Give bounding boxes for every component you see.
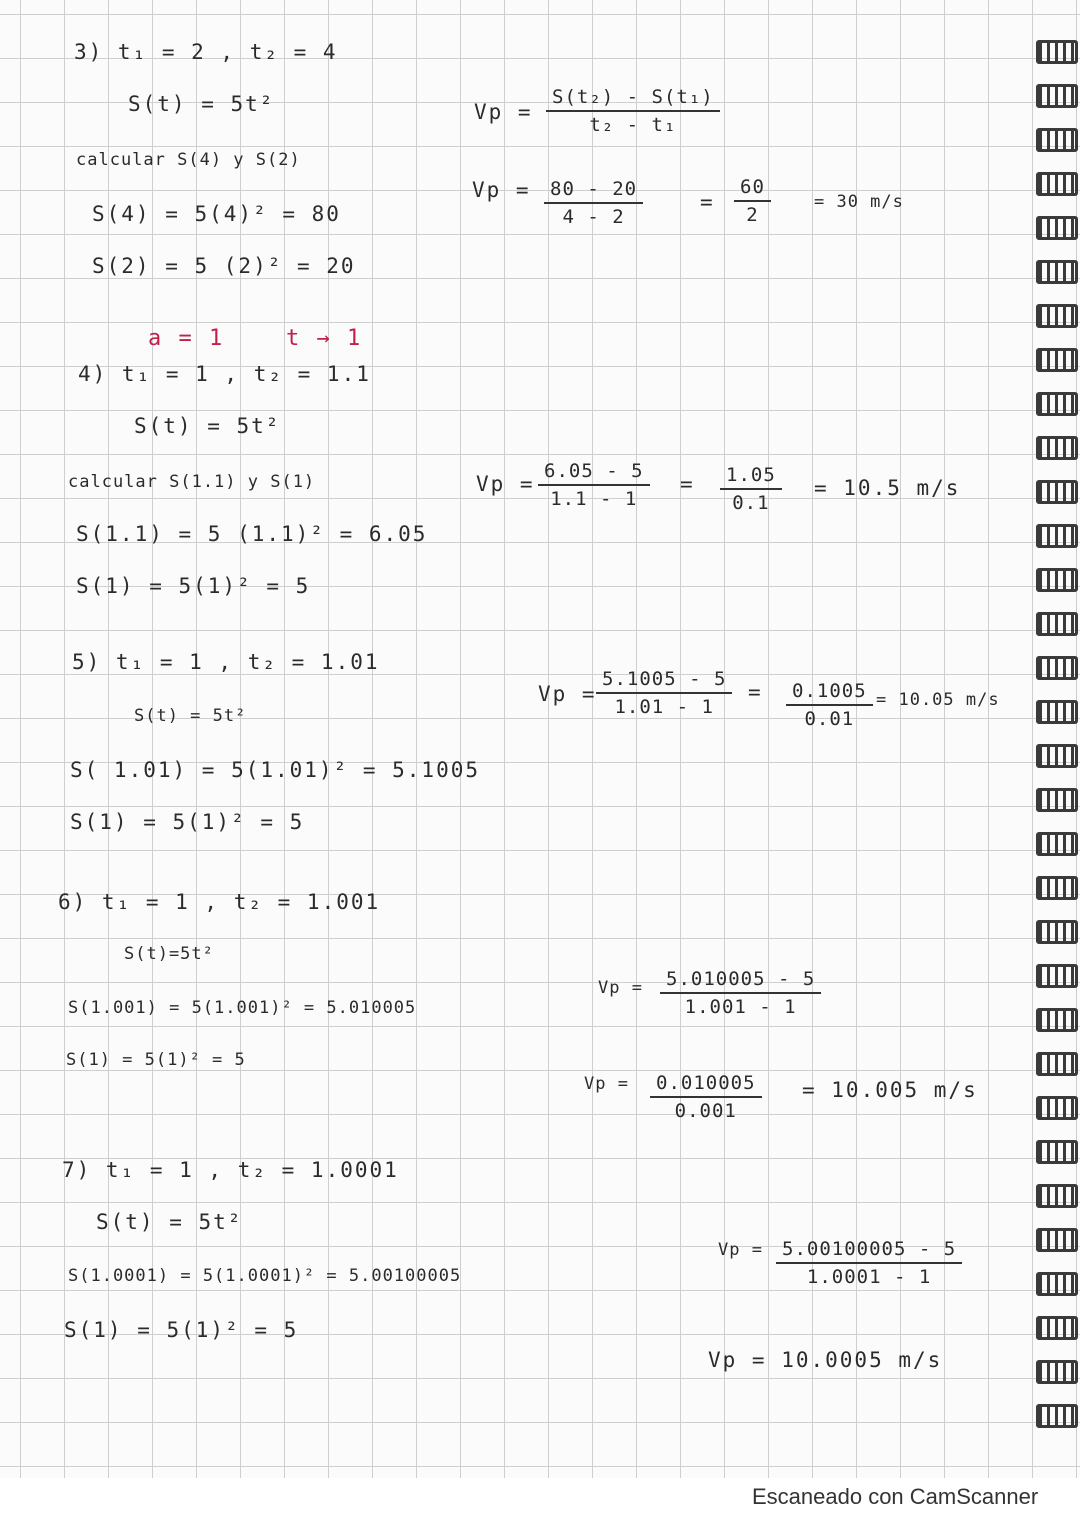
binding-ring xyxy=(1036,172,1078,196)
problem-7-vp-result: Vp = 10.0005 m/s xyxy=(708,1348,943,1372)
problem-6-vp2-label: Vp = xyxy=(584,1074,629,1094)
binding-ring xyxy=(1036,524,1078,548)
problem-4-vp-label: Vp = xyxy=(476,472,535,496)
binding-ring xyxy=(1036,1316,1078,1340)
fraction-denominator: 1.1 - 1 xyxy=(550,488,638,510)
binding-ring xyxy=(1036,348,1078,372)
fraction-numerator: 60 xyxy=(734,176,771,202)
problem-7-header: 7) t₁ = 1 , t₂ = 1.0001 xyxy=(62,1158,399,1182)
problem-5-vp-fraction xyxy=(596,668,732,718)
problem-3-vp2-label: Vp = xyxy=(472,178,531,202)
binding-ring xyxy=(1036,128,1078,152)
problem-7-vp-label: Vp = xyxy=(718,1240,763,1260)
binding-ring xyxy=(1036,1052,1078,1076)
fraction-denominator: 0.1 xyxy=(732,492,770,514)
problem-3-s4: S(4) = 5(4)² = 80 xyxy=(92,202,341,226)
problem-4-header: 4) t₁ = 1 , t₂ = 1.1 xyxy=(78,362,371,386)
problem-7-vp-fraction xyxy=(776,1238,962,1288)
fraction-denominator: t₂ - t₁ xyxy=(589,114,677,136)
problem-3-header: 3) t₁ = 2 , t₂ = 4 xyxy=(74,40,338,64)
problem-5-s101: S( 1.01) = 5(1.01)² = 5.1005 xyxy=(70,758,481,782)
binding-ring xyxy=(1036,84,1078,108)
binding-ring xyxy=(1036,568,1078,592)
problem-4-s11: S(1.1) = 5 (1.1)² = 6.05 xyxy=(76,522,428,546)
binding-ring xyxy=(1036,788,1078,812)
problem-4-result: = 10.5 m/s xyxy=(814,476,961,500)
fraction-denominator: 1.0001 - 1 xyxy=(806,1266,932,1288)
fraction-denominator: 0.01 xyxy=(804,708,855,730)
fraction-denominator: 2 xyxy=(746,204,759,226)
problem-4-s1: S(1) = 5(1)² = 5 xyxy=(76,574,311,598)
binding-ring xyxy=(1036,1360,1078,1384)
fraction-numerator: 6.05 - 5 xyxy=(538,460,650,486)
fraction-numerator: 0.010005 xyxy=(650,1072,762,1098)
problem-5-function: S(t) = 5t² xyxy=(134,706,247,726)
problem-3-vp-formula xyxy=(546,86,720,136)
binding-ring xyxy=(1036,832,1078,856)
fraction-numerator: 5.00100005 - 5 xyxy=(776,1238,962,1264)
problem-3-vp-label: Vp = xyxy=(474,100,533,124)
problem-3-s2: S(2) = 5 (2)² = 20 xyxy=(92,254,356,278)
fraction-denominator: 1.001 - 1 xyxy=(684,996,797,1018)
problem-3-function: S(t) = 5t² xyxy=(128,92,275,116)
problem-6-result: = 10.005 m/s xyxy=(802,1078,978,1102)
fraction-denominator: 4 - 2 xyxy=(562,206,625,228)
binding-ring xyxy=(1036,612,1078,636)
problem-6-s1001: S(1.001) = 5(1.001)² = 5.010005 xyxy=(68,998,417,1018)
problem-3-result: = 30 m/s xyxy=(814,192,904,212)
fraction-numerator: 5.010005 - 5 xyxy=(660,968,821,994)
fraction-denominator: 1.01 - 1 xyxy=(614,696,714,718)
problem-5-s1: S(1) = 5(1)² = 5 xyxy=(70,810,305,834)
fraction-numerator: 5.1005 - 5 xyxy=(596,668,732,694)
binding-ring xyxy=(1036,1228,1078,1252)
binding-ring xyxy=(1036,1140,1078,1164)
problem-7-s10001: S(1.0001) = 5(1.0001)² = 5.00100005 xyxy=(68,1266,462,1286)
note-t-approaches: t → 1 xyxy=(286,326,363,351)
binding-ring xyxy=(1036,1404,1078,1428)
camscanner-watermark: Escaneado con CamScanner xyxy=(752,1484,1039,1509)
spiral-binding xyxy=(1034,40,1080,1460)
equals-sign: = xyxy=(748,680,763,704)
binding-ring xyxy=(1036,1096,1078,1120)
binding-ring xyxy=(1036,436,1078,460)
problem-4-calc: calcular S(1.1) y S(1) xyxy=(68,472,316,492)
equals-sign: = xyxy=(700,190,715,214)
problem-6-function: S(t)=5t² xyxy=(124,944,214,964)
fraction-denominator: 0.001 xyxy=(674,1100,737,1122)
binding-ring xyxy=(1036,1184,1078,1208)
problem-4-vp-fraction xyxy=(538,460,650,510)
binding-ring xyxy=(1036,392,1078,416)
equals-sign: = xyxy=(680,472,695,496)
binding-ring xyxy=(1036,260,1078,284)
problem-5-header: 5) t₁ = 1 , t₂ = 1.01 xyxy=(72,650,380,674)
binding-ring xyxy=(1036,700,1078,724)
binding-ring xyxy=(1036,964,1078,988)
fraction-numerator: 80 - 20 xyxy=(544,178,643,204)
problem-5-result: = 10.05 m/s xyxy=(876,690,1000,710)
binding-ring xyxy=(1036,1272,1078,1296)
problem-5-vp-label: Vp = xyxy=(538,682,597,706)
problem-4-vp-simplified xyxy=(720,464,782,514)
problem-6-vp2-fraction xyxy=(650,1072,762,1122)
binding-ring xyxy=(1036,1008,1078,1032)
binding-ring xyxy=(1036,656,1078,680)
problem-6-header: 6) t₁ = 1 , t₂ = 1.001 xyxy=(58,890,381,914)
fraction-numerator: 0.1005 xyxy=(786,680,873,706)
binding-ring xyxy=(1036,304,1078,328)
problem-3-calc: calcular S(4) y S(2) xyxy=(76,150,301,170)
problem-3-vp2-fraction xyxy=(544,178,643,228)
binding-ring xyxy=(1036,920,1078,944)
binding-ring xyxy=(1036,480,1078,504)
problem-3-vp2-simplified xyxy=(734,176,771,226)
problem-7-function: S(t) = 5t² xyxy=(96,1210,243,1234)
binding-ring xyxy=(1036,216,1078,240)
fraction-numerator: S(t₂) - S(t₁) xyxy=(546,86,720,112)
binding-ring xyxy=(1036,876,1078,900)
problem-6-s1: S(1) = 5(1)² = 5 xyxy=(66,1050,246,1070)
problem-4-function: S(t) = 5t² xyxy=(134,414,281,438)
problem-5-vp-simplified xyxy=(786,680,873,730)
fraction-numerator: 1.05 xyxy=(720,464,782,490)
problem-6-vp-fraction xyxy=(660,968,821,1018)
note-a-equals: a = 1 xyxy=(148,326,225,351)
binding-ring xyxy=(1036,40,1078,64)
problem-6-vp-label: Vp = xyxy=(598,978,643,998)
problem-7-s1: S(1) = 5(1)² = 5 xyxy=(64,1318,299,1342)
binding-ring xyxy=(1036,744,1078,768)
